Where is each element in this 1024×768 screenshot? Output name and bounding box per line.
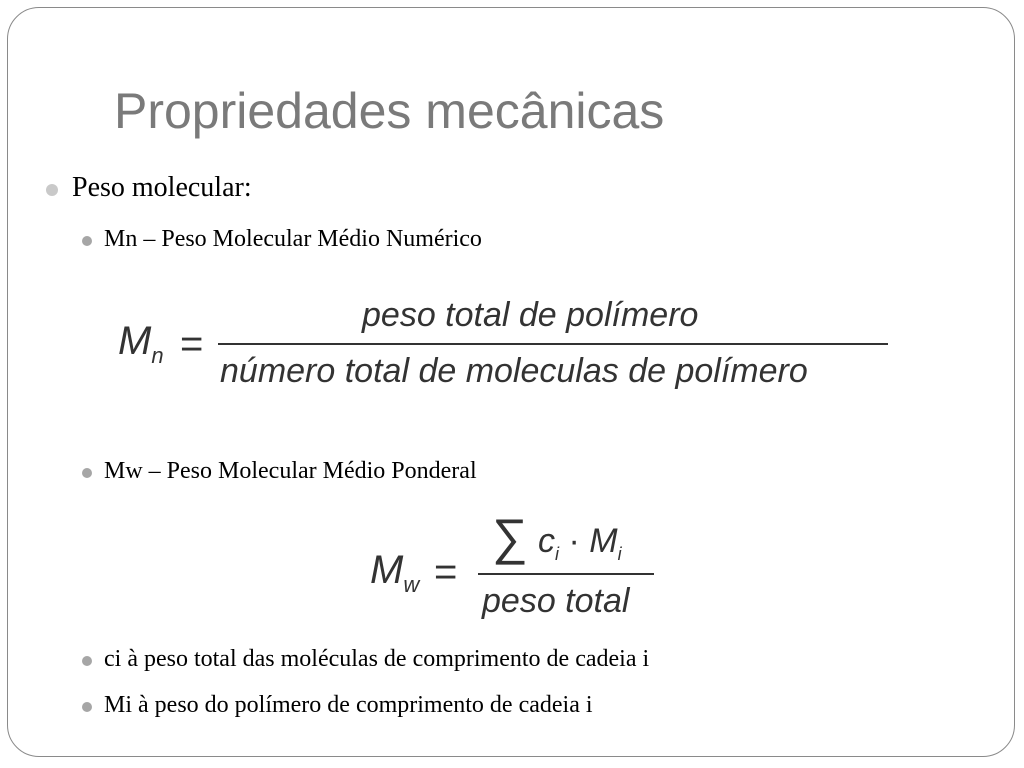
bullet-peso-molecular: Peso molecular: xyxy=(72,172,252,203)
sub-bullet-dot xyxy=(82,468,92,478)
sub-bullet-dot xyxy=(82,236,92,246)
formula-mn-denominator: número total de moleculas de polímero xyxy=(220,352,808,390)
sub-bullet-mw: Mw – Peso Molecular Médio Ponderal xyxy=(104,458,477,484)
slide-title: Propriedades mecânicas xyxy=(114,83,665,139)
bullet-dot xyxy=(46,184,58,196)
sub-bullet-dot xyxy=(82,702,92,712)
formula-mw-denominator: peso total xyxy=(482,582,630,620)
sub-bullet-dot xyxy=(82,656,92,666)
formula-mw-numerator: $c_i \cdot M_i$ xyxy=(538,522,622,564)
formula-mw-fraction-bar xyxy=(478,573,654,575)
formula-mn-equals: = xyxy=(180,322,204,366)
formula-mn-fraction-bar xyxy=(218,343,888,345)
sub-bullet-ci: ci à peso total das moléculas de comprimento de cadeia i xyxy=(104,646,650,672)
formula-mn-lhs: $M_n$ xyxy=(118,319,164,368)
formula-mw-equals: = xyxy=(434,550,458,594)
formula-mw-sum-symbol: ∑ xyxy=(492,509,528,565)
sub-bullet-mi: Mi à peso do polímero de comprimento de cadeia i xyxy=(104,692,593,718)
sub-bullet-mn: Mn – Peso Molecular Médio Numérico xyxy=(104,226,482,252)
formula-mn-numerator: peso total de polímero xyxy=(362,296,699,334)
formula-mw-lhs: $M_w$ xyxy=(370,548,420,597)
